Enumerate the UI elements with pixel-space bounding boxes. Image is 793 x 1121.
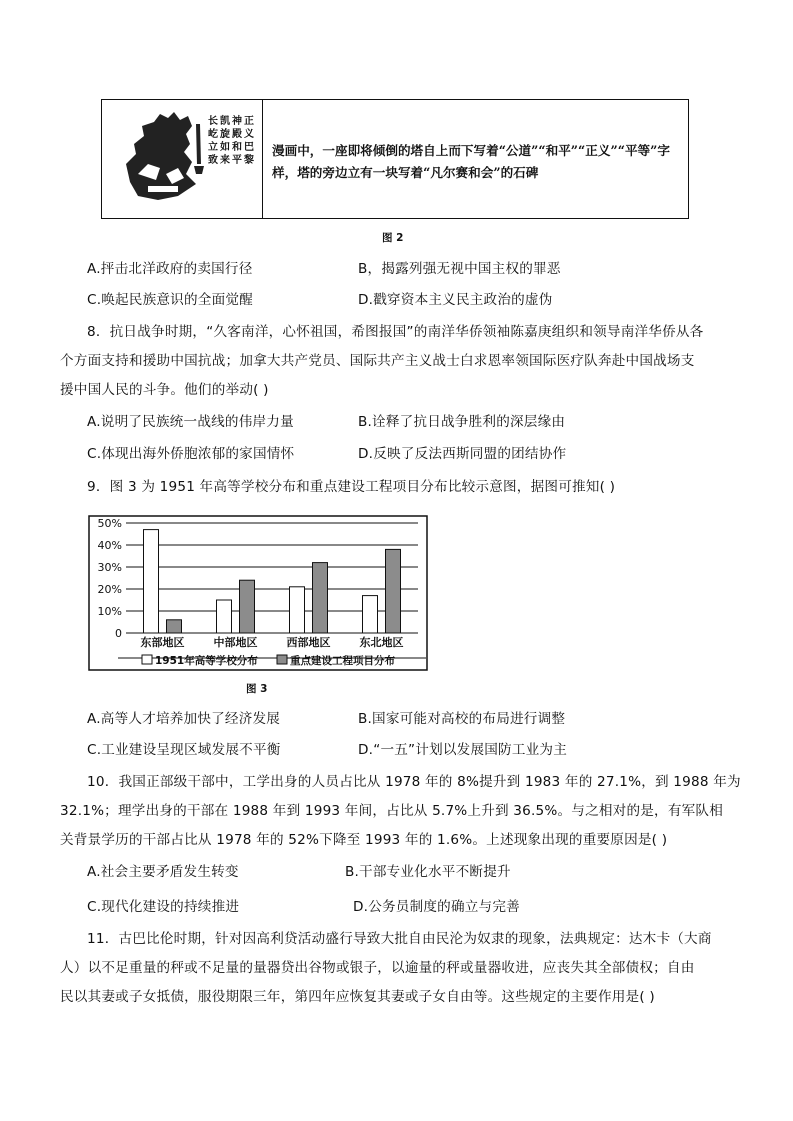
q9-option-a: A.高等人才培养加快了经济发展: [87, 711, 281, 727]
q10-option-c: C.现代化建设的持续推进: [87, 899, 240, 915]
q11-stem-line-2: 人）以不足重量的秤或不足量的量器贷出谷物或银子，以逾量的秤或量器收进，应丧失其全部债权；自由: [60, 960, 695, 976]
bar-higher-education: [290, 587, 305, 633]
q10-option-d: D.公务员制度的确立与完善: [353, 899, 520, 915]
bar-key-projects: [240, 580, 255, 633]
bar-higher-education: [363, 596, 378, 633]
cartoon-text-12: 平: [232, 155, 242, 166]
cartoon-text-6: 旋: [220, 129, 230, 140]
q8-stem-line-1: 8．抗日战争时期，“久客南洋，心怀祖国，希图报国”的南洋华侨领袖陈嘉庚组织和领导南洋华侨从各: [87, 324, 704, 340]
cartoon-text-7: 如: [220, 142, 230, 153]
cartoon-text-5: 凯: [220, 116, 230, 127]
bar-key-projects: [386, 549, 401, 633]
cartoon-text-8: 来: [220, 155, 230, 166]
bar-higher-education: [144, 530, 159, 633]
q8-option-b: B.诠释了抗日战争胜利的深层缘由: [358, 414, 566, 430]
q10-stem-line-2: 32.1%；理学出身的干部在 1988 年到 1993 年间，占比从 5.7%上升到 36.5%。与之相对的是，有军队相: [60, 803, 724, 819]
q7-option-c: C.唤起民族意识的全面觉醒: [87, 292, 253, 308]
cartoon-text-2: 屹: [208, 129, 218, 140]
q8-stem-line-2: 个方面支持和援助中国抗战；加拿大共产党员、国际共产主义战士白求恩率领国际医疗队奔赴中国战场支: [60, 353, 695, 369]
y-tick-label: 50%: [97, 517, 122, 530]
figure-2-description-line-2: 样，塔的旁边立有一块写着“凡尔赛和会”的石碑: [272, 165, 539, 180]
cartoon-text-13: 正: [244, 116, 254, 127]
q9-option-c: C.工业建设呈现区域发展不平衡: [87, 742, 281, 758]
q11-stem-line-1: 11．古巴比伦时期，针对因高利贷活动盛行导致大批自由民沦为奴隶的现象，法典规定：达木卡（大商: [87, 931, 712, 947]
legend-label-higher-education: 1951年高等学校分布: [155, 655, 258, 667]
q7-option-d: D.戳穿资本主义民主政治的虚伪: [358, 292, 553, 308]
cartoon-text-1: 长: [208, 116, 218, 127]
q9-option-b: B.国家可能对高校的布局进行调整: [358, 711, 566, 727]
q7-option-b: B，揭露列强无视中国主权的罪恶: [358, 261, 561, 277]
bar-higher-education: [217, 600, 232, 633]
q10-stem-line-3: 关背景学历的干部占比从 1978 年的 52%下降至 1993 年的 1.6%。上述现象出现的重要原因是( ): [60, 832, 668, 848]
q8-option-d: D.反映了反法西斯同盟的团结协作: [358, 446, 567, 462]
y-tick-label: 20%: [97, 583, 122, 596]
figure-2-caption: 图 2: [382, 232, 404, 244]
y-tick-label: 30%: [97, 561, 122, 574]
q10-option-b: B.干部专业化水平不断提升: [345, 864, 511, 880]
cartoon-text-10: 殿: [232, 129, 242, 140]
x-category-label: 中部地区: [213, 636, 258, 649]
q9-option-d: D.“一五”计划以发展国防工业为主: [358, 742, 568, 758]
q9-stem: 9．图 3 为 1951 年高等学校分布和重点建设工程项目分布比较示意图，据图可推知( ): [87, 479, 616, 495]
x-category-label: 西部地区: [286, 636, 331, 649]
q11-stem-line-3: 民以其妻或子女抵债，服役期限三年，第四年应恢复其妻或子女自由等。这些规定的主要作用是( ): [60, 989, 655, 1005]
figure-2-description-line-1: 漫画中，一座即将倾倒的塔自上而下写着“公道”“和平”“正义”“平等”字: [272, 143, 670, 158]
cartoon-text-11: 和: [232, 142, 242, 153]
legend-label-key-projects: 重点建设工程项目分布: [290, 655, 395, 667]
q8-stem-line-3: 援中国人民的斗争。他们的举动( ): [60, 382, 269, 398]
bar-key-projects: [167, 620, 182, 633]
q7-option-a: A.抨击北洋政府的卖国行径: [87, 261, 253, 277]
y-tick-label: 0: [115, 627, 122, 640]
figure-3-chart: [88, 515, 428, 671]
cartoon-image: [108, 104, 258, 214]
figure-2-divider: [262, 100, 263, 218]
q8-option-c: C.体现出海外侨胞浓郁的家国情怀: [87, 446, 295, 462]
x-category-label: 东部地区: [140, 636, 185, 649]
cartoon-text-4: 致: [208, 155, 218, 166]
legend-swatch-higher-education: [142, 655, 152, 664]
x-category-label: 东北地区: [359, 636, 404, 649]
y-tick-label: 10%: [97, 605, 122, 618]
cartoon-text-14: 义: [244, 129, 254, 140]
bar-key-projects: [313, 563, 328, 633]
legend-swatch-key-projects: [277, 655, 287, 664]
figure-2-box: [101, 99, 689, 219]
cartoon-text-16: 黎: [244, 155, 254, 166]
y-tick-label: 40%: [97, 539, 122, 552]
q10-option-a: A.社会主要矛盾发生转变: [87, 864, 239, 880]
cartoon-text-15: 巴: [244, 142, 254, 153]
figure-3-caption: 图 3: [246, 683, 268, 695]
q8-option-a: A.说明了民族统一战线的伟岸力量: [87, 414, 294, 430]
cartoon-text-9: 神: [232, 116, 242, 127]
cartoon-text-3: 立: [208, 142, 218, 153]
q10-stem-line-1: 10．我国正部级干部中，工学出身的人员占比从 1978 年的 8%提升到 1983 年的 27.1%，到 1988 年为: [87, 774, 741, 790]
